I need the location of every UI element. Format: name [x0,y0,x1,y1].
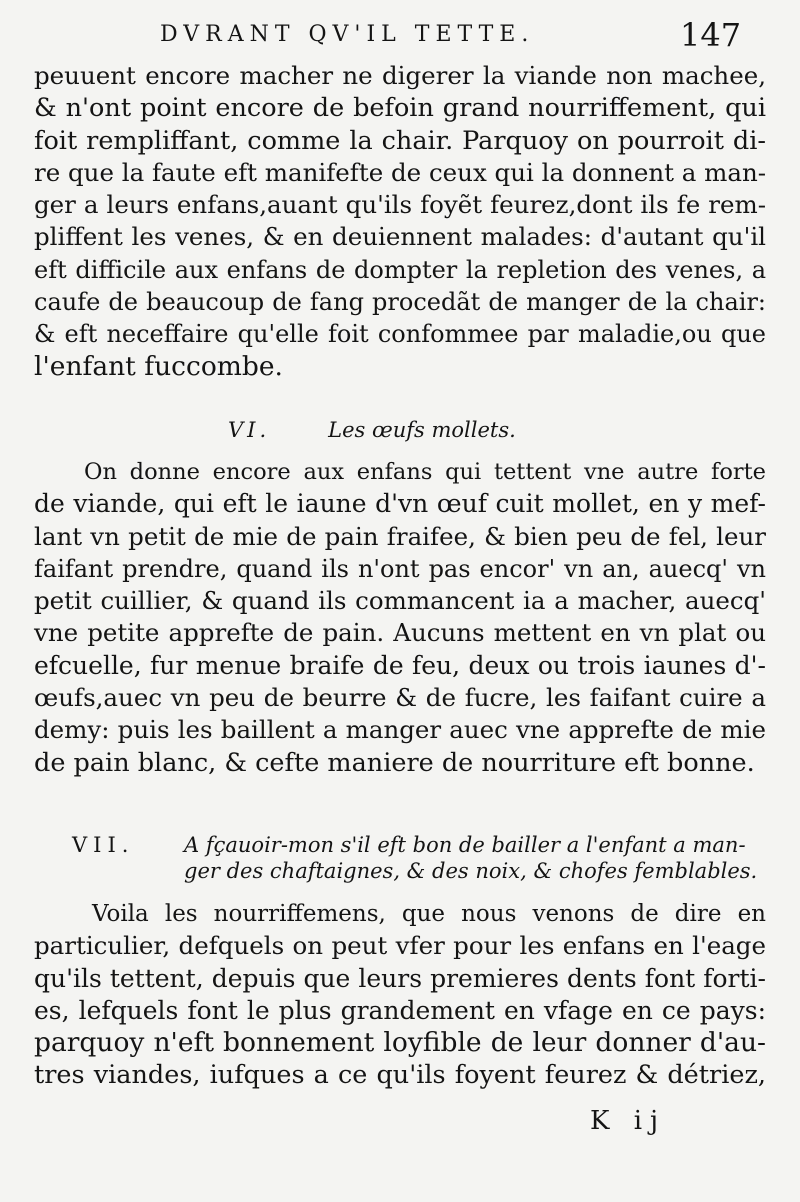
text-line: parquoy n'eft bonnement loyfible de leur donner d'au- [34,1027,766,1059]
paragraph-3 [34,898,766,1092]
text-line: re que la faute eft manifefte de ceux qui la donnent a man- [34,157,767,187]
text-line: l'enfant fuccombe. [34,350,283,382]
signature-mark: K ij [590,1106,667,1136]
section-number: VII. [72,833,135,857]
page-number: 147 [680,16,742,54]
text-line: de viande, qui eft le iaune d'vn œuf cuit mollet, en y mef- [34,489,766,519]
text-line: peuuent encore macher ne digerer la viande non machee, [34,61,766,90]
text-line: & n'ont point encore de befoin grand nourriffement, qui [34,93,766,124]
text-line: pliffent les venes, & en deuiennent malades: d'autant qu'il [34,222,766,252]
section-title-line-1: A fçauoir-mon s'il eft bon de bailler a l'enfant a man- [184,833,746,857]
text-line: lant vn petit de mie de pain fraifee, & bien peu de fel, leur [34,521,766,551]
text-line: vne petite apprefte de pain. Aucuns mettent en vn plat ou [34,618,766,648]
text-line: demy: puis les baillent a manger auec vne apprefte de mie [34,715,766,745]
text-line: œufs,auec vn peu de beurre & de fucre, les faifant cuire a [34,683,766,713]
text-line: tres viandes, iufques a ce qu'ils foyent feurez & détriez, [34,1060,766,1091]
running-head: DVRANT QV'IL TETTE. [160,22,535,47]
section-title: Les œufs mollets. [328,418,516,442]
section-heading-7 [72,832,762,884]
text-line: Voila les nourriffemens, que nous venons de dire en [92,901,766,927]
text-line: qu'ils tettent, depuis que leurs premieres dents font forti- [34,963,766,993]
text-line: & eft neceffaire qu'elle foit confommee par maladie,ou que [34,320,766,349]
section-number: VI. [228,418,271,442]
text-line: caufe de beaucoup de fang procedãt de manger de la chair: [34,288,766,317]
text-line: petit cuillier, & quand ils commancent ia a macher, auecq' [34,586,766,616]
text-line: faifant prendre, quand ils n'ont pas encor' vn an, auecq' vn [34,554,766,583]
text-line: foit rempliffant, comme la chair. Parquoy on pourroit di- [34,125,766,156]
text-line: particulier, defquels on peut vfer pour les enfans en l'eage [34,931,766,961]
paragraph-2 [34,456,766,779]
paragraph-1 [34,60,766,383]
text-line: es, lefquels font le plus grandement en vfage en ce pays: [34,995,766,1025]
text-line: ger a leurs enfans,auant qu'ils foyẽt feurez,dont ils fe rem- [34,190,766,220]
section-heading-6 [228,418,516,442]
section-title-line-2: ger des chaftaignes, & des noix, & chofes femblables. [184,859,758,883]
text-line: On donne encore aux enfans qui tettent vne autre forte [84,459,766,485]
text-line: eft difficile aux enfans de dompter la repletion des venes, a [34,255,766,284]
text-line: de pain blanc, & cefte maniere de nourriture eft bonne. [34,747,755,778]
text-line: efcuelle, fur menue braife de feu, deux ou trois iaunes d'- [34,650,766,680]
